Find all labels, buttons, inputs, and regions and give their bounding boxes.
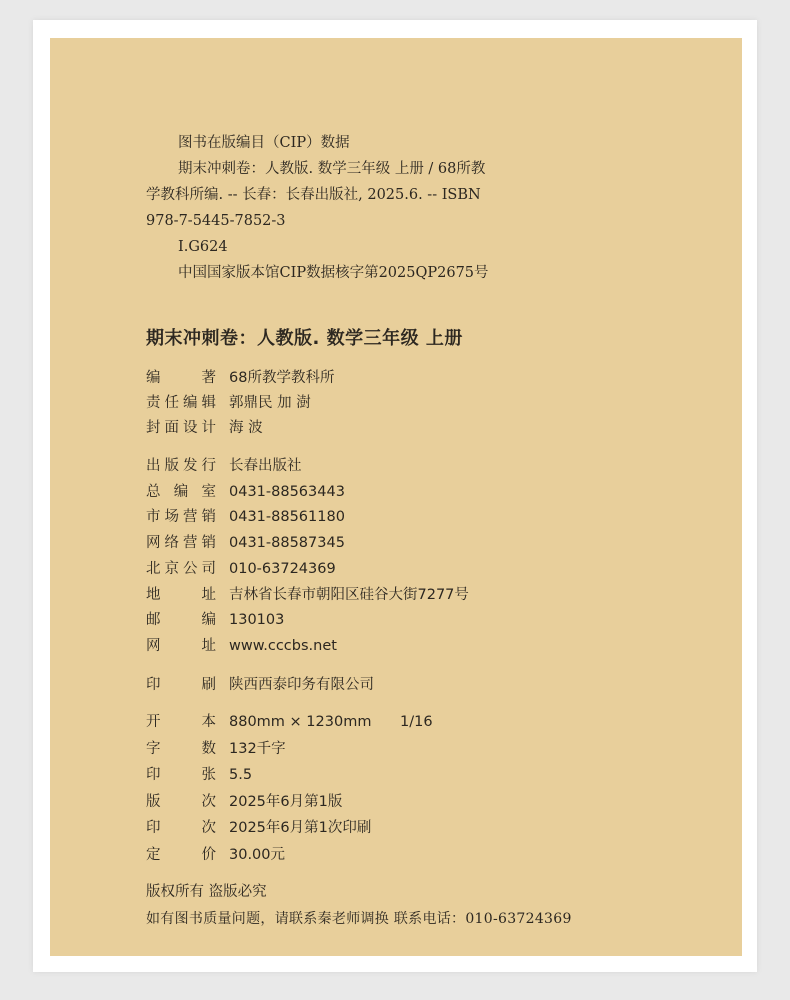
- spec-row-word-count: [146, 739, 286, 759]
- spec-row-printing: [146, 818, 372, 838]
- publisher-row-postcode: [146, 610, 285, 630]
- credit-value: 郭鼎民 加 澍: [229, 395, 311, 411]
- book-title: 期末冲刺卷：人教版. 数学三年级 上册: [146, 328, 463, 349]
- credit-row-author: [146, 368, 335, 388]
- publisher-value: 010-63724369: [229, 560, 336, 577]
- credit-row-editor: [146, 393, 311, 413]
- spec-value: 880mm × 1230mm: [229, 714, 372, 730]
- publisher-value: 0431-88561180: [229, 509, 345, 526]
- spec-row-edition: [146, 792, 343, 812]
- credit-label: 责任编辑: [146, 395, 216, 411]
- credit-row-cover-design: [146, 418, 263, 438]
- credit-value: 海 波: [229, 420, 263, 436]
- publisher-label: 邮编: [146, 612, 216, 629]
- cip-line-5: 中国国家版本馆CIP数据核字第2025QP2675号: [178, 265, 489, 281]
- spec-value: 2025年6月第1版: [229, 793, 343, 810]
- spec-value-secondary: 1/16: [400, 714, 433, 730]
- cip-line-4: Ⅰ.G624: [178, 239, 228, 255]
- cip-line-1: 期末冲刺卷：人教版. 数学三年级 上册 / 68所教: [178, 161, 486, 177]
- publisher-label: 出版发行: [146, 458, 216, 474]
- printer-value: 陕西西泰印务有限公司: [229, 677, 374, 693]
- publisher-value: 0431-88587345: [229, 535, 345, 552]
- publisher-row: [146, 533, 345, 553]
- publisher-value: 130103: [229, 612, 285, 629]
- spec-row-sheets: [146, 765, 253, 785]
- credit-value: 68所教学教科所: [229, 370, 335, 386]
- publisher-value: www.cccbs.net: [229, 637, 337, 654]
- spec-row-format: [146, 712, 433, 732]
- copyright-text: 版权所有 盗版必究: [146, 884, 267, 900]
- cip-line-2: 学教科所编. -- 长春：长春出版社, 2025.6. -- ISBN: [146, 187, 481, 203]
- publisher-label: 网址: [146, 637, 216, 654]
- publisher-label: 网络营销: [146, 535, 216, 552]
- publisher-label: 市场营销: [146, 509, 216, 526]
- credit-label: 编著: [146, 370, 216, 386]
- publisher-row-website: [146, 636, 337, 656]
- spec-row-price: [146, 845, 286, 865]
- spec-label: 开本: [146, 714, 216, 730]
- cip-heading: 图书在版编目（CIP）数据: [178, 135, 350, 151]
- publisher-row: [146, 482, 345, 502]
- spec-label: 印次: [146, 820, 216, 836]
- publisher-value: 长春出版社: [229, 458, 302, 474]
- spec-value: 30.00元: [229, 846, 286, 863]
- copyright-page: [50, 38, 742, 956]
- publisher-row: [146, 456, 302, 476]
- printer-label: 印刷: [146, 677, 216, 693]
- contact-footer: 如有图书质量问题，请联系秦老师调换 联系电话：010-63724369: [146, 911, 572, 927]
- credit-label: 封面设计: [146, 420, 216, 436]
- publisher-label: 总编室: [146, 483, 216, 500]
- spec-value: 132千字: [229, 740, 286, 757]
- spec-label: 印张: [146, 767, 216, 783]
- publisher-row: [146, 507, 345, 527]
- publisher-value: 0431-88563443: [229, 483, 345, 500]
- publisher-row-address: [146, 585, 469, 605]
- spec-label: 定价: [146, 846, 216, 863]
- publisher-row: [146, 559, 336, 579]
- publisher-value: 吉林省长春市朝阳区硅谷大街7277号: [229, 586, 469, 603]
- cip-line-3: 978-7-5445-7852-3: [146, 213, 286, 229]
- publisher-label: 北京公司: [146, 560, 216, 577]
- spec-value: 5.5: [229, 767, 253, 783]
- spec-value: 2025年6月第1次印刷: [229, 820, 372, 836]
- printer-row: [146, 675, 374, 695]
- publisher-label: 地址: [146, 586, 216, 603]
- spec-label: 字数: [146, 740, 216, 757]
- spec-label: 版次: [146, 793, 216, 810]
